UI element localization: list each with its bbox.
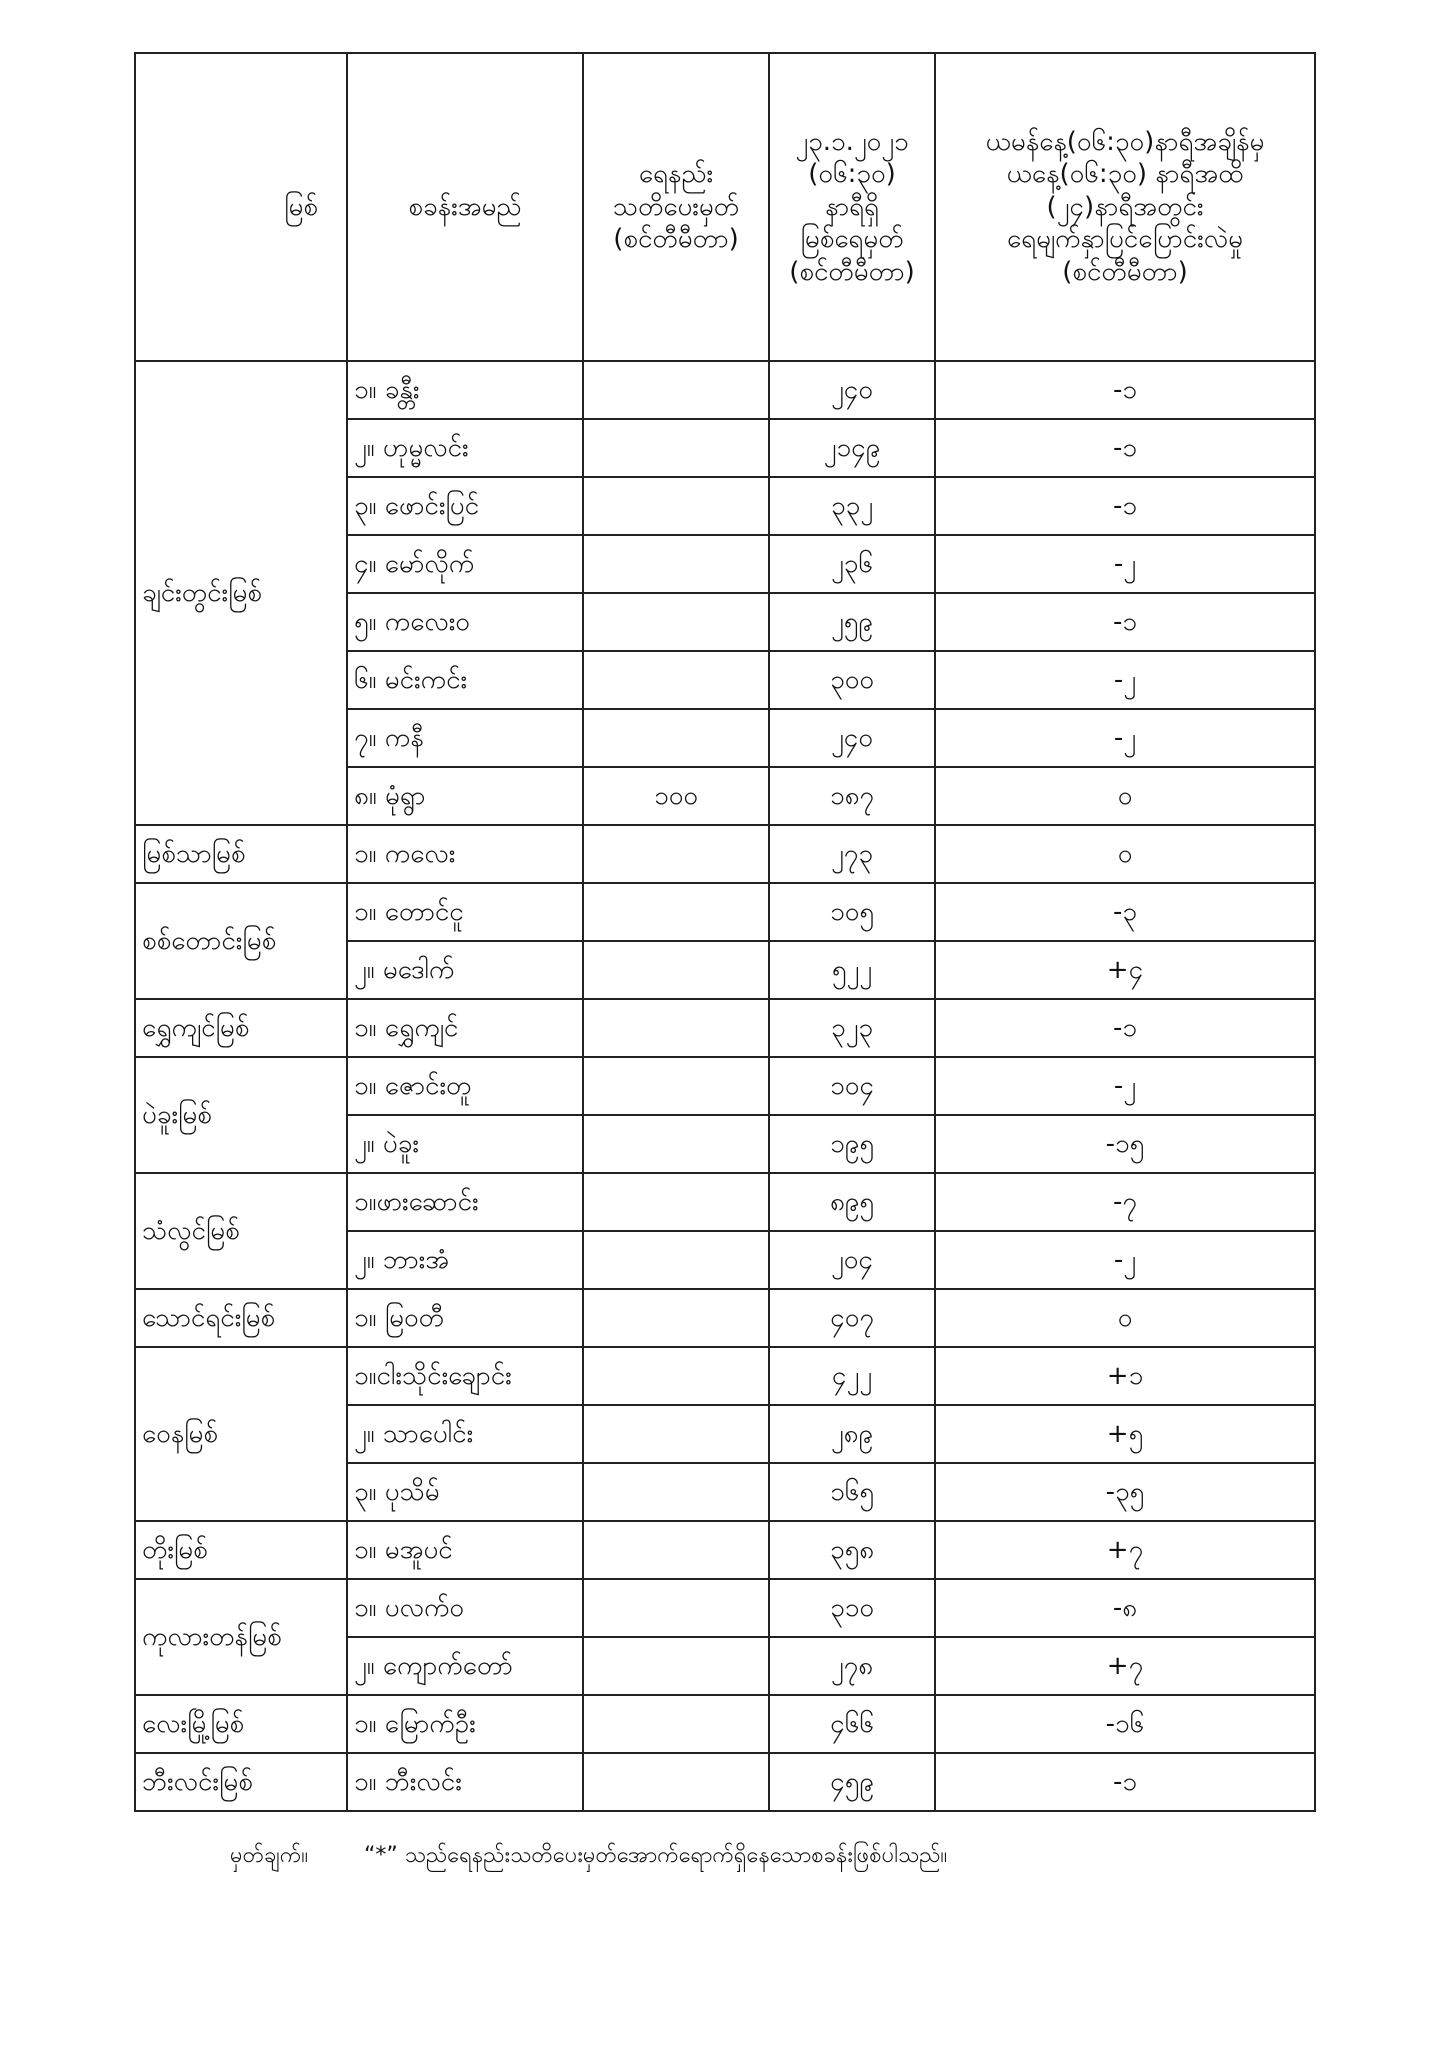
level-change-cell: -၂ — [935, 709, 1315, 767]
table-row — [135, 1289, 1315, 1347]
danger-level-cell — [583, 593, 769, 651]
danger-level-cell — [583, 1637, 769, 1695]
station-name-cell: ၃။ ဖောင်းပြင် — [347, 477, 583, 535]
footnote-label: မှတ်ချက်။ — [230, 1843, 309, 1868]
station-name-cell: ၈။ မုံရွာ — [347, 767, 583, 825]
water-level-cell: ၂၃၆ — [769, 535, 935, 593]
water-level-cell: ၈၉၅ — [769, 1173, 935, 1231]
level-change-cell: +၄ — [935, 941, 1315, 999]
water-level-cell: ၃၃၂ — [769, 477, 935, 535]
river-name-cell: တိုးမြစ် — [135, 1521, 347, 1579]
station-name-cell: ၂။ ပဲခူး — [347, 1115, 583, 1173]
danger-level-cell — [583, 1231, 769, 1289]
level-change-cell: +၅ — [935, 1405, 1315, 1463]
danger-level-cell — [583, 825, 769, 883]
water-level-cell: ၅၂၂ — [769, 941, 935, 999]
river-name-cell: ပဲခူးမြစ် — [135, 1057, 347, 1173]
water-level-cell: ၃၂၃ — [769, 999, 935, 1057]
river-name-cell: သောင်ရင်းမြစ် — [135, 1289, 347, 1347]
water-level-cell: ၂၇၃ — [769, 825, 935, 883]
station-name-cell: ၂။ ဟုမ္မလင်း — [347, 419, 583, 477]
level-change-cell: -၂ — [935, 1057, 1315, 1115]
river-name-cell: ကုလားတန်မြစ် — [135, 1579, 347, 1695]
station-name-cell: ၁။ ကလေး — [347, 825, 583, 883]
station-name-cell: ၂။ ဘားအံ — [347, 1231, 583, 1289]
danger-level-cell — [583, 1057, 769, 1115]
river-name-cell: စစ်တောင်းမြစ် — [135, 883, 347, 999]
header-danger-level: ရေနည်း သတိပေးမှတ် (စင်တီမီတာ) — [583, 53, 769, 361]
station-name-cell: ၂။ သာပေါင်း — [347, 1405, 583, 1463]
level-change-cell: +၇ — [935, 1521, 1315, 1579]
station-name-cell: ၁။ တောင်ငူ — [347, 883, 583, 941]
water-level-cell: ၂၈၉ — [769, 1405, 935, 1463]
station-name-cell: ၁။ ပလက်ဝ — [347, 1579, 583, 1637]
table-row — [135, 1579, 1315, 1637]
table-row — [135, 999, 1315, 1057]
level-change-cell: -၁ — [935, 1753, 1315, 1811]
table-body — [135, 361, 1315, 1811]
table-row — [135, 1521, 1315, 1579]
level-change-cell: -၃ — [935, 883, 1315, 941]
header-station: စခန်းအမည် — [347, 53, 583, 361]
table-row — [135, 825, 1315, 883]
station-name-cell: ၂။ မဒေါက် — [347, 941, 583, 999]
water-level-cell: ၂၅၉ — [769, 593, 935, 651]
table-row — [135, 1347, 1315, 1405]
table-header-row — [135, 53, 1315, 361]
water-level-cell: ၁၉၅ — [769, 1115, 935, 1173]
water-level-cell: ၃၅၈ — [769, 1521, 935, 1579]
level-change-cell: -၁၅ — [935, 1115, 1315, 1173]
danger-level-cell — [583, 1347, 769, 1405]
danger-level-cell: ၁၀၀ — [583, 767, 769, 825]
level-change-cell: -၃၅ — [935, 1463, 1315, 1521]
station-name-cell: ၃။ ပုသိမ် — [347, 1463, 583, 1521]
water-level-cell: ၄၆၆ — [769, 1695, 935, 1753]
station-name-cell: ၆။ မင်းကင်း — [347, 651, 583, 709]
river-name-cell: ဝေနမြစ် — [135, 1347, 347, 1521]
station-name-cell: ၇။ ကနီ — [347, 709, 583, 767]
level-change-cell: -၂ — [935, 1231, 1315, 1289]
water-level-cell: ၄၀၇ — [769, 1289, 935, 1347]
header-river: မြစ် — [135, 53, 347, 361]
station-name-cell: ၁။ မြဝတီ — [347, 1289, 583, 1347]
station-name-cell: ၁။ဖားဆောင်း — [347, 1173, 583, 1231]
danger-level-cell — [583, 1753, 769, 1811]
table-row — [135, 883, 1315, 941]
danger-level-cell — [583, 709, 769, 767]
river-name-cell: ချင်းတွင်းမြစ် — [135, 361, 347, 825]
water-level-cell: ၁၀၅ — [769, 883, 935, 941]
water-level-cell: ၂၁၄၉ — [769, 419, 935, 477]
danger-level-cell — [583, 1695, 769, 1753]
level-change-cell: -၁ — [935, 361, 1315, 419]
river-name-cell: မြစ်သာမြစ် — [135, 825, 347, 883]
level-change-cell: -၁ — [935, 419, 1315, 477]
danger-level-cell — [583, 535, 769, 593]
header-water-level: ၂၃.၁.၂၀၂၁ (၀၆:၃၀) နာရီရှိ မြစ်ရေမှတ် (စင်တီမီတာ) — [769, 53, 935, 361]
river-name-cell: ရွှေကျင်မြစ် — [135, 999, 347, 1057]
level-change-cell: +၇ — [935, 1637, 1315, 1695]
level-change-cell: +၁ — [935, 1347, 1315, 1405]
level-change-cell: -၇ — [935, 1173, 1315, 1231]
river-water-level-table — [134, 52, 1316, 1812]
water-level-cell: ၂၄၀ — [769, 361, 935, 419]
station-name-cell: ၁။ ဇောင်းတူ — [347, 1057, 583, 1115]
level-change-cell: -၈ — [935, 1579, 1315, 1637]
station-name-cell: ၁။ ဘီးလင်း — [347, 1753, 583, 1811]
danger-level-cell — [583, 1173, 769, 1231]
level-change-cell: -၁၆ — [935, 1695, 1315, 1753]
danger-level-cell — [583, 999, 769, 1057]
header-24h-change: ယမန်နေ့(၀၆:၃၀)နာရီအချိန်မှ ယနေ့(၀၆:၃၀) နာရီအထိ (၂၄)နာရီအတွင်း ရေမျက်နှာပြင်ပြောင်းလဲမှု (စင်တီမီတာ) — [935, 53, 1315, 361]
station-name-cell: ၁။ မြောက်ဦး — [347, 1695, 583, 1753]
level-change-cell: -၁ — [935, 593, 1315, 651]
danger-level-cell — [583, 883, 769, 941]
table-row — [135, 1695, 1315, 1753]
river-name-cell: သံလွင်မြစ် — [135, 1173, 347, 1289]
river-name-cell: ဘီးလင်းမြစ် — [135, 1753, 347, 1811]
danger-level-cell — [583, 477, 769, 535]
danger-level-cell — [583, 1579, 769, 1637]
water-level-cell: ၄၂၂ — [769, 1347, 935, 1405]
water-level-cell: ၁၀၄ — [769, 1057, 935, 1115]
station-name-cell: ၁။ ခန္တီး — [347, 361, 583, 419]
water-level-cell: ၃၀၀ — [769, 651, 935, 709]
water-level-cell: ၁၈၇ — [769, 767, 935, 825]
danger-level-cell — [583, 941, 769, 999]
footnote-text: “*” သည်ရေနည်းသတိပေးမှတ်အောက်ရောက်ရှိနေသောစခန်းဖြစ်ပါသည်။ — [363, 1843, 948, 1868]
water-level-cell: ၂၇၈ — [769, 1637, 935, 1695]
danger-level-cell — [583, 1463, 769, 1521]
station-name-cell: ၄။ မော်လိုက် — [347, 535, 583, 593]
river-name-cell: လေးမြို့မြစ် — [135, 1695, 347, 1753]
danger-level-cell — [583, 1405, 769, 1463]
level-change-cell: ၀ — [935, 825, 1315, 883]
table-row — [135, 1753, 1315, 1811]
station-name-cell: ၁။ ရွှေကျင် — [347, 999, 583, 1057]
level-change-cell: ၀ — [935, 767, 1315, 825]
water-level-cell: ၂၄၀ — [769, 709, 935, 767]
station-name-cell: ၁။ မအူပင် — [347, 1521, 583, 1579]
station-name-cell: ၂။ ကျောက်တော် — [347, 1637, 583, 1695]
table-row — [135, 1057, 1315, 1115]
level-change-cell: -၁ — [935, 999, 1315, 1057]
danger-level-cell — [583, 361, 769, 419]
table-row — [135, 1173, 1315, 1231]
level-change-cell: -၂ — [935, 651, 1315, 709]
level-change-cell: -၁ — [935, 477, 1315, 535]
station-name-cell: ၁။ငါးသိုင်းချောင်း — [347, 1347, 583, 1405]
water-level-cell: ၄၅၉ — [769, 1753, 935, 1811]
footnote — [230, 1840, 947, 1873]
danger-level-cell — [583, 651, 769, 709]
table-row — [135, 361, 1315, 419]
water-level-cell: ၁၆၅ — [769, 1463, 935, 1521]
level-change-cell: ၀ — [935, 1289, 1315, 1347]
danger-level-cell — [583, 1521, 769, 1579]
station-name-cell: ၅။ ကလေးဝ — [347, 593, 583, 651]
danger-level-cell — [583, 419, 769, 477]
water-level-cell: ၂၀၄ — [769, 1231, 935, 1289]
water-level-cell: ၃၁၀ — [769, 1579, 935, 1637]
danger-level-cell — [583, 1289, 769, 1347]
danger-level-cell — [583, 1115, 769, 1173]
level-change-cell: -၂ — [935, 535, 1315, 593]
